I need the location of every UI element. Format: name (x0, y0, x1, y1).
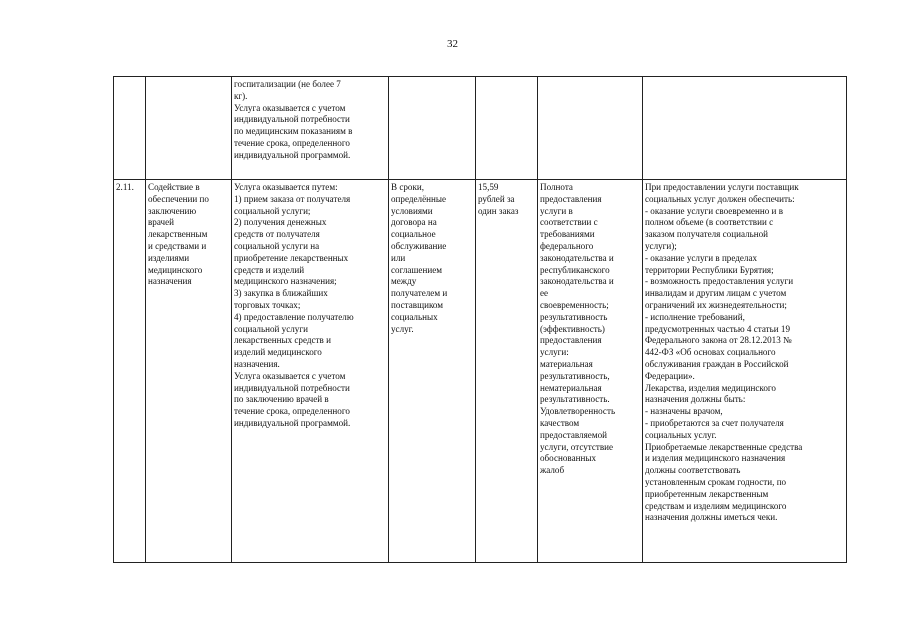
services-table (113, 76, 847, 563)
cell-service-description: госпитализации (не более 7 кг). Услуга оказывается с учетом индивидуальной потребности по медицинским показаниям в течение срока, определенного индивидуальной программой. (232, 77, 389, 180)
cell-num: 2.11. (114, 180, 146, 563)
cell-service-term: В сроки, определённые условиями договора на социальное обслуживание или соглашением между получателем и поставщиком социальных услуг. (389, 180, 476, 563)
cell-service-conditions (643, 77, 847, 180)
cell-quality-indicators (538, 77, 643, 180)
cell-service-name: Содействие в обеспечении по заключению врачей лекарственным и средствами и изделиями медицинского назначения (146, 180, 232, 563)
cell-service-description: Услуга оказывается путем: 1) прием заказа от получателя социальной услуги; 2) получения денежных средств от получателя социальной услуги на приобретение лекарственных средств и изделий медицинского назначения; 3) закупка в ближайших торговых точках; 4) предоставление получателю социальной услуги лекарственных средств и изделий медицинского назначения. Услуга оказывается с учетом индивидуальной потребности по заключению врачей в течение срока, определенного индивидуальной программой. (232, 180, 389, 563)
cell-service-name (146, 77, 232, 180)
cell-quality-indicators: Полнота предоставления услуги в соответствии с требованиями федерального законодательства и республиканского законодательства и ее своевременность; результативность (эффективность) предоставления услуги: материальная результативность, нематериальная результативность. Удовлетворенность качеством предоставляемой услуги, отсутствие обоснованных жалоб (538, 180, 643, 563)
cell-service-price: 15,59 рублей за один заказ (476, 180, 538, 563)
cell-service-conditions: При предоставлении услуги поставщик социальных услуг должен обеспечить: - оказание услуги своевременно и в полном объеме (в соответствии с заказом получателя социальной услуги); - оказание услуги в пределах территории Республики Бурятия; - возможность предоставления услуги инвалидам и другим лицам с учетом ограничений их жизнедеятельности; - исполнение требований, предусмотренных частью 4 статьи 19 Федерального закона от 28.12.2013 № 442-ФЗ «Об основах социального обслуживания граждан в Российской Федерации». Лекарства, изделия медицинского назначения должны быть: - назначены врачом, - приобретаются за счет получателя социальных услуг. Приобретаемые лекарственные средства и изделия медицинского назначения должны соответствовать установленным срокам годности, по приобретенным лекарственным средствам и изделиям медицинского назначения должны иметься чеки. (643, 180, 847, 563)
table-row (114, 180, 847, 563)
cell-num (114, 77, 146, 180)
cell-service-price (476, 77, 538, 180)
page-number: 32 (447, 38, 458, 50)
table-row (114, 77, 847, 180)
cell-service-term (389, 77, 476, 180)
